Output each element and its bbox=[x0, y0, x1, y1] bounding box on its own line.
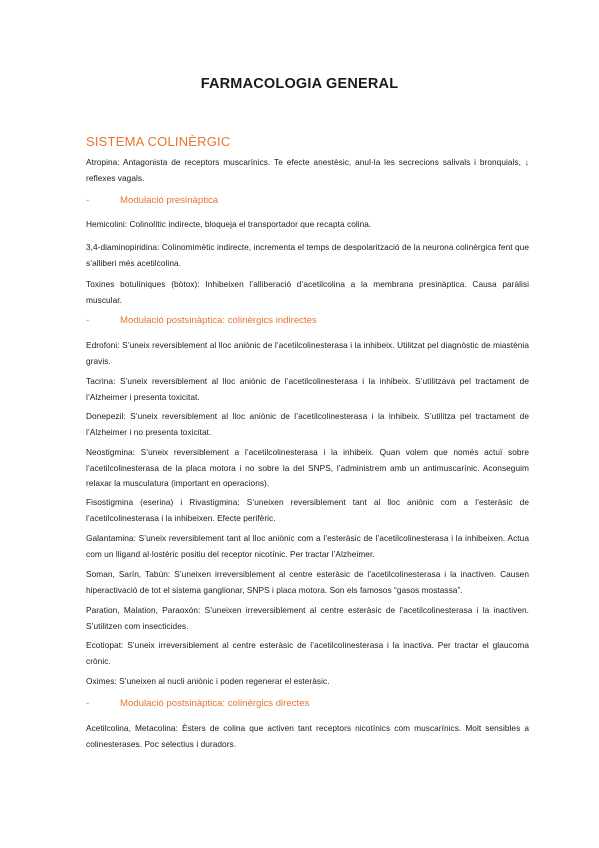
section-title: SISTEMA COLINÈRGIC bbox=[86, 134, 231, 149]
subsection-heading-presinaptica: - Modulació presinàptica bbox=[86, 195, 219, 206]
paragraph-paration: Paration, Malation, Paraoxón: S’uneixen irreversiblement al centre esteràsic de l’acetilcolinesterasa i la inactiven. S’utilitzen com insecticides. bbox=[86, 605, 529, 631]
paragraph-acetilcolina: Acetilcolina, Metacolina: Èsters de colina que activen tant receptors nicotínics com muscarínics. Molt sensibles a colinesterases. Poc selectius i duradors. bbox=[86, 723, 529, 749]
paragraph-galantamina: Galantamina: S’uneix reversiblement tant al lloc aniònic com a l’esteràsic de l’acetilcolinesterasa i la inhibeixen. Actua com un lligand al·lostèric positiu del receptor nicotínic. Per tractar l’Alzheimer. bbox=[86, 533, 529, 559]
subsection-heading-postsinaptica-directes: - Modulació postsinàptica: colinèrgics directes bbox=[86, 698, 310, 709]
paragraph-ecotiopat: Ecotiopat: S’uneix irreversiblement al centre esteràsic de l’acetilcolinesterasa i la inactiva. Per tractar el glaucoma crònic. bbox=[86, 640, 529, 666]
paragraph-toxines-botuliniques: Toxines botulíniques (bòtox): Inhibeixen l’alliberació d’acetilcolina a la membrana presinàptica. Causa paràlisi muscular. bbox=[86, 279, 529, 305]
paragraph-neostigmina: Neostigmina: S’uneix reversiblement a l’acetilcolinesterasa i la inhibeix. Quan volem que només actuï sobre l’acetilcolinesterasa de la placa motora i no sobre la del SNPS, l’administrem amb un antimuscarínic. Aconseguim relaxar la musculatura (important en operacions). bbox=[86, 447, 529, 488]
paragraph-hemicolini: Hemicolini: Colinolític indirecte, bloqueja el transportador que recapta colina. bbox=[86, 219, 372, 229]
paragraph-atropina: Atropina: Antagonista de receptors muscarínics. Te efecte anestèsic, anul·la les secrecions salivals i bronquials, ↓ reflexes vagals. bbox=[86, 157, 529, 183]
subsection-heading-postsinaptica-indirectes: - Modulació postsinàptica: colinèrgics indirectes bbox=[86, 315, 317, 326]
paragraph-fisostigmina: Fisostigmina (eserina) i Rivastigmina: S’uneixen reversiblement tant al lloc aniònic com a l’esteràsic de l’acetilcolinesterasa i la inhibeixen. Efecte perifèric. bbox=[86, 497, 529, 523]
document-title: FARMACOLOGIA GENERAL bbox=[200, 76, 399, 92]
paragraph-tacrina: Tacrina: S’uneix reversiblement al lloc aniònic de l’acetilcolinesterasa i la inhibeix. S’utilitzava pel tractament de l’Alzheimer i presenta toxicitat. bbox=[86, 376, 529, 402]
paragraph-oximes: Oximes: S’uneixen al nucli aniònic i poden regenerar el esteràsic. bbox=[86, 676, 330, 686]
paragraph-donepezil: Donepezil: S’uneix reversiblement al lloc aniònic de l’acetilcolinesterasa i la inhibeix. S’utilitza pel tractament de l’Alzheimer i no presenta toxicitat. bbox=[86, 411, 529, 437]
paragraph-edrofoni: Edrofoni: S’uneix reversiblement al lloc aniònic de l’acetilcolinesterasa i la inhibeix. Utilitzat pel diagnòstic de miastènia gravis. bbox=[86, 340, 529, 366]
paragraph-soman-sarin-tabun: Soman, Sarín, Tabún: S’uneixen irreversiblement al centre esteràsic de l’acetilcolinesterasa i la inactiven. Causen hiperactivació de tot el sistema ganglionar, SNPS i placa motora. Son els famosos “gasos mostassa”. bbox=[86, 569, 529, 595]
paragraph-diaminopiridina: 3,4-diaminopiridina: Colinomimètic indirecte, incrementa el temps de despolarització de la neurona colinèrgica fent que s’alliberi més acetilcolina. bbox=[86, 242, 529, 268]
